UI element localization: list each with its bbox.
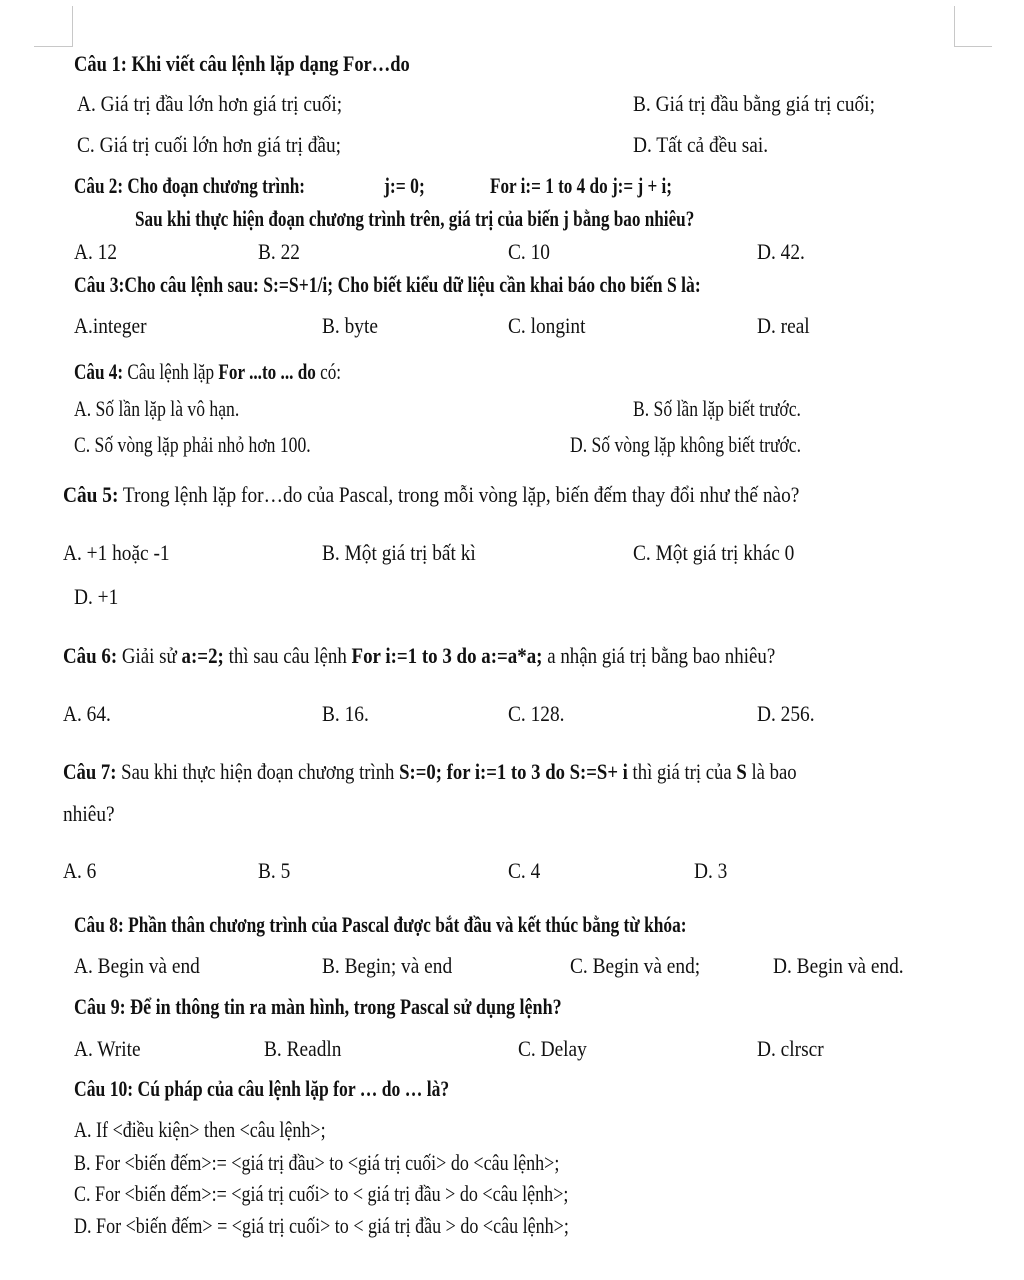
crop-mark-left-v <box>72 6 73 47</box>
q1-option-b: B. Giá trị đầu bằng giá trị cuối; <box>633 91 875 116</box>
q5-option-b: B. Một giá trị bất kì <box>322 540 476 565</box>
q2-option-b: B. 22 <box>258 239 300 264</box>
q10-option-b: B. For <biến đếm>:= <giá trị đầu> to <giá trị cuối> do <câu lệnh>; <box>74 1150 560 1175</box>
q6-prompt: Câu 6: Giải sử a:=2; thì sau câu lệnh For i:=1 to 3 do a:=a*a; a nhận giá trị bằng bao nhiêu? <box>63 643 776 668</box>
q5-option-c: C. Một giá trị khác 0 <box>633 540 795 565</box>
q4-option-a: A. Số lần lặp là vô hạn. <box>74 396 240 421</box>
crop-mark-right-h <box>954 46 992 47</box>
q3-option-d: D. real <box>757 313 810 338</box>
q2-option-c: C. 10 <box>508 239 550 264</box>
q7-prompt: Câu 7: Sau khi thực hiện đoạn chương trình S:=0; for i:=1 to 3 do S:=S+ i thì giá trị của S là bao <box>63 759 797 784</box>
q1-prompt: Câu 1: Khi viết câu lệnh lặp dạng For…do <box>74 51 410 76</box>
q3-option-c: C. longint <box>508 313 586 338</box>
q8-option-a: A. Begin và end <box>74 953 200 978</box>
q9-option-c: C. Delay <box>518 1036 587 1061</box>
q6-option-d: D. 256. <box>757 701 815 726</box>
q8-option-c: C. Begin và end; <box>570 953 701 978</box>
q5-option-a: A. +1 hoặc -1 <box>63 540 170 565</box>
q6-option-a: A. 64. <box>63 701 111 726</box>
q5-option-d: D. +1 <box>74 584 119 609</box>
q10-option-a: A. If <điều kiện> then <câu lệnh>; <box>74 1117 326 1142</box>
q6-option-c: C. 128. <box>508 701 565 726</box>
q1-option-a: A. Giá trị đầu lớn hơn giá trị cuối; <box>77 91 343 116</box>
q3-prompt: Câu 3:Cho câu lệnh sau: S:=S+1/i; Cho biết kiểu dữ liệu cần khai báo cho biến S là: <box>74 272 701 297</box>
q9-option-a: A. Write <box>74 1036 141 1061</box>
q2-code-loop: For i:= 1 to 4 do j:= j + i; <box>490 173 673 198</box>
q7-option-c: C. 4 <box>508 858 541 883</box>
q7-option-a: A. 6 <box>63 858 97 883</box>
q4-option-c: C. Số vòng lặp phải nhỏ hơn 100. <box>74 432 311 457</box>
q2-prompt-label: Câu 2: Cho đoạn chương trình: <box>74 173 306 198</box>
q9-option-b: B. Readln <box>264 1036 342 1061</box>
q9-option-d: D. clrscr <box>757 1036 824 1061</box>
q2-code-init: j:= 0; <box>384 173 425 198</box>
q6-option-b: B. 16. <box>322 701 369 726</box>
q3-option-a: A.integer <box>74 313 147 338</box>
q9-prompt: Câu 9: Để in thông tin ra màn hình, trong Pascal sử dụng lệnh? <box>74 994 562 1019</box>
q4-prompt: Câu 4: Câu lệnh lặp For ...to ... do có: <box>74 359 342 384</box>
q4-option-d: D. Số vòng lặp không biết trước. <box>570 432 801 457</box>
q8-option-b: B. Begin; và end <box>322 953 453 978</box>
crop-mark-right-v <box>954 6 955 47</box>
q2-option-a: A. 12 <box>74 239 118 264</box>
q4-option-b: B. Số lần lặp biết trước. <box>633 396 801 421</box>
q8-option-d: D. Begin và end. <box>773 953 904 978</box>
q2-prompt-line2: Sau khi thực hiện đoạn chương trình trên, giá trị của biến j bằng bao nhiêu? <box>135 206 695 231</box>
q8-prompt: Câu 8: Phần thân chương trình của Pascal được bắt đầu và kết thúc bằng từ khóa: <box>74 912 687 937</box>
q1-option-c: C. Giá trị cuối lớn hơn giá trị đầu; <box>77 132 342 157</box>
q10-option-c: C. For <biến đếm>:= <giá trị cuối> to < giá trị đầu > do <câu lệnh>; <box>74 1181 569 1206</box>
q7-option-d: D. 3 <box>694 858 728 883</box>
q7-prompt-line2: nhiêu? <box>63 801 115 826</box>
q5-prompt: Câu 5: Trong lệnh lặp for…do của Pascal, trong mỗi vòng lặp, biến đếm thay đổi như thế nào? <box>63 482 800 507</box>
q1-option-d: D. Tất cả đều sai. <box>633 132 769 157</box>
q2-option-d: D. 42. <box>757 239 805 264</box>
crop-mark-left-h <box>34 46 72 47</box>
q10-option-d: D. For <biến đếm> = <giá trị cuối> to < giá trị đầu > do <câu lệnh>; <box>74 1213 569 1238</box>
q10-prompt: Câu 10: Cú pháp của câu lệnh lặp for … do … là? <box>74 1076 450 1101</box>
q3-option-b: B. byte <box>322 313 378 338</box>
q7-option-b: B. 5 <box>258 858 291 883</box>
